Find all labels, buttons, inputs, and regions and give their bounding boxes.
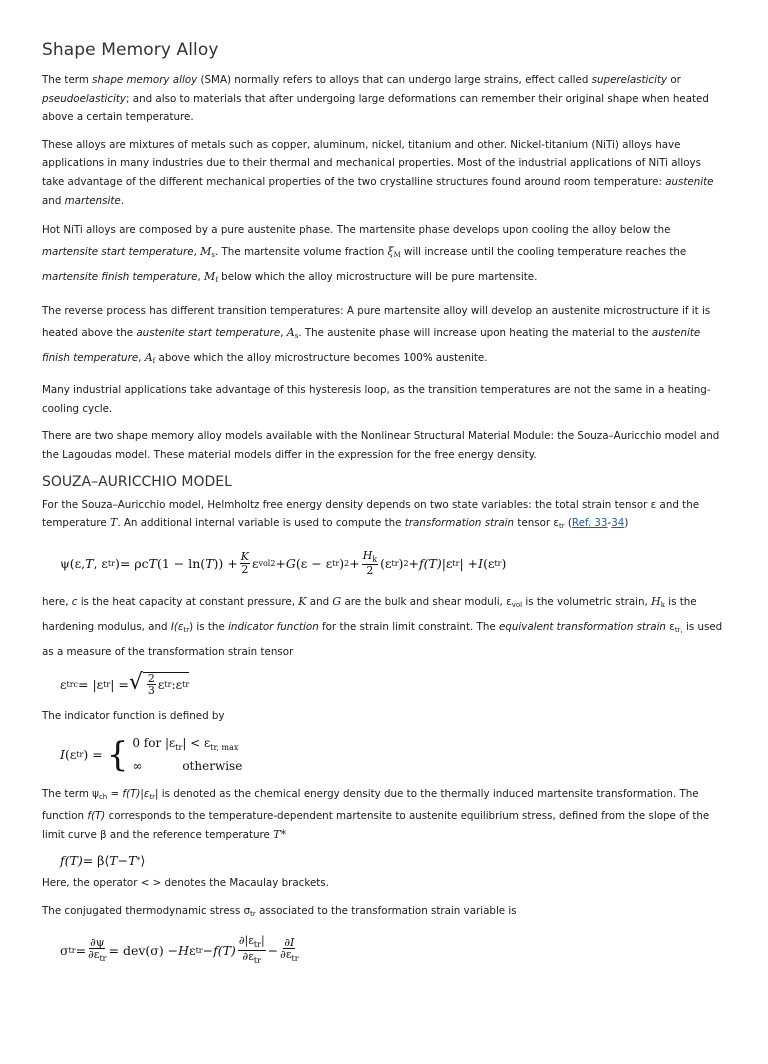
text: , (280, 327, 287, 340)
text: . The austenite phase will increase upon heating the material to the (298, 327, 652, 340)
text: (SMA) normally refers to alloys that can undergo large strains, effect called (197, 74, 592, 86)
text: . An additional internal variable is used to compute the (117, 517, 405, 530)
paragraph-intro (42, 71, 726, 127)
term-austenite: austenite (665, 175, 714, 188)
text: . (120, 194, 125, 207)
symbol-f-of-t: f(T) (87, 809, 106, 822)
paragraph-souza-intro (42, 496, 726, 536)
term-martensite: martensite (64, 194, 121, 207)
symbol-k: K (298, 594, 307, 608)
symbol-psi-ch: $\psi_{ch} = f(T)|\varepsilon_{tr}|$ (92, 788, 159, 802)
text: , (193, 246, 201, 259)
text: above which the alloy microstructure becomes 100% austenite. (155, 352, 488, 365)
symbol-c: c (71, 595, 78, 608)
term-austenite-start-temperature: austenite start temperature (136, 327, 281, 340)
term-shape-memory-alloy: shape memory alloy (92, 74, 198, 86)
text: The reverse process has different transition temperatures: A pure martensite alloy will develop an austenite microstructure if it is heated above the (42, 305, 711, 340)
term-martensite-start-temperature: martensite start temperature (42, 246, 194, 259)
text: and (306, 595, 333, 608)
text: will increase until the cooling temperature reaches the (400, 246, 687, 259)
text: ; and also to materials that after undergoing large deformations can remember their original shape when heated above a certain temperature. (42, 92, 709, 124)
symbol-g: G (332, 594, 342, 608)
symbol-xi-m: $\xi_M$ (387, 245, 401, 260)
paragraph-chemical-energy (42, 785, 726, 844)
text: associated to the transformation strain variable is (255, 904, 517, 917)
text: is the (193, 620, 229, 633)
text: Hot NiTi alloys are composed by a pure austenite phase. The martensite phase develops upon cooling the alloy below the (42, 224, 671, 237)
term-pseudoelasticity: pseudoelasticity (42, 92, 127, 105)
term-equivalent-transformation-strain: equivalent transformation strain (498, 620, 666, 633)
text: For the Souza–Auricchio model, Helmholtz free energy density depends on two state variables: the total strain tensor ε and the temperature (42, 498, 700, 530)
term-martensite-finish-temperature: martensite finish temperature (42, 271, 198, 284)
text: The term (42, 74, 93, 86)
text: are the bulk and shear moduli, (341, 595, 507, 608)
text: , (197, 271, 205, 284)
term-indicator-function: indicator function (228, 620, 319, 633)
symbol-indicator: $I(\varepsilon_{tr})$ (170, 620, 194, 634)
text: and (42, 194, 65, 207)
text: below which the alloy microstructure will be pure martensite. (217, 271, 538, 284)
paragraph-models: There are two shape memory alloy models available with the Nonlinear Structural Material Module: the Souza–Auricchio model and the Lagoudas model. These material models differ in the expression for the free energy density. (42, 430, 720, 461)
equation-conjugated-stress: σ tr = $\frac{\partial\psi}{\partial\varepsilon_{tr}}$ = dev(σ) − H ε tr − f(T) $\frac{\partial|\varepsilon_{tr}|}{\partial\varepsilon_{tr}}$ − $\frac{\partial I}{\partial\varepsilon_{tr}}$ (60, 934, 299, 965)
text: These alloys are mixtures of metals such as copper, aluminum, nickel, titanium and other. Nickel-titanium (NiTi) alloys have applications in many industries due to their thermal and mechanical properties. Most of the industrial applications of NiTi alloys take advantage of the different mechanical properties of the two crystalline structures found around room temperature: (42, 138, 702, 188)
text: here, (42, 595, 72, 608)
paragraph-conjugated-stress (42, 902, 726, 924)
text: is the heat capacity at constant pressure, (77, 595, 299, 608)
section-heading-souza-auricchio: SOUZA–AURICCHIO MODEL (42, 473, 232, 490)
page-title: Shape Memory Alloy (42, 40, 219, 60)
symbol-mf: $M_f$ (204, 270, 218, 285)
term-austenite-finish-temperature: austenite finish temperature (42, 327, 701, 365)
symbol-epsilon-tr: $\varepsilon_{tr}$ (553, 517, 565, 531)
text: for the strain limit constraint. The (318, 620, 499, 633)
paragraph-alloys (42, 136, 726, 210)
equation-free-energy: ψ(ε, T , ε tr ) = ρc T (1 − ln( T )) + $\frac{K}{2}$ ε vol 2 + G (ε − ε tr ) 2 + $\frac{H_k}{2}$ (ε tr ) 2 + f(T) |ε tr | + I (ε tr ) (60, 548, 507, 578)
text: tensor (514, 517, 554, 530)
text: - (607, 517, 612, 530)
text: is denoted as the chemical energy density due to the thermally induced martensite transformation. The function (42, 788, 699, 822)
term-superelasticity: superelasticity (591, 74, 668, 86)
paragraph-cooling (42, 219, 726, 291)
term-transformation-strain: transformation strain (404, 517, 515, 530)
text: . The martensite volume fraction (214, 246, 388, 259)
symbol-af: $A_f$ (144, 351, 156, 366)
paragraph-indicator: The indicator function is defined by (42, 709, 225, 722)
reference-link-33[interactable]: Ref. 33 (571, 517, 608, 530)
symbol-t: T (110, 516, 118, 530)
reference-link-34[interactable]: 34 (611, 517, 625, 530)
text: or (667, 74, 681, 86)
paragraph-hysteresis: Many industrial applications take advantage of this hysteresis loop, as the transition temperatures are not the same in a heating-cooling cycle. (42, 384, 711, 415)
paragraph-macaulay: Here, the operator < > denotes the Macaulay brackets. (42, 877, 329, 890)
paragraph-reverse-process (42, 300, 726, 372)
symbol-t-star: T* (273, 827, 286, 841)
text: The term (42, 788, 93, 801)
equation-indicator-function: I (ε tr ) = { 0 for $|\varepsilon_{tr}| < \varepsilon_{tr, max}$ ∞ otherwise (60, 734, 243, 775)
text: ( (564, 517, 572, 530)
text: is used as a measure of the transformation strain tensor (42, 620, 723, 658)
symbol-as: $A_s$ (286, 326, 299, 341)
symbol-epsilon-trc: $\varepsilon_{tr,}$ (669, 620, 683, 634)
text: is the hardening modulus, and (42, 595, 697, 633)
symbol-epsilon-vol: $\varepsilon_{vol}$ (506, 595, 523, 609)
text: The conjugated thermodynamic stress σ (42, 904, 251, 917)
symbol-ms: $M_s$ (200, 245, 215, 260)
text: , (138, 352, 145, 365)
text: ) (624, 517, 629, 530)
equation-f-of-t: f(T) = β⟨ T − T * ⟩ (60, 853, 146, 869)
document-page (0, 40, 768, 965)
text: tr (250, 909, 256, 918)
symbol-hk: $H_k$ (651, 594, 665, 609)
text: is the volumetric strain, (522, 595, 652, 608)
text: corresponds to the temperature-dependent martensite to austenite equilibrium stress, defined from the slope of the limit curve β and the reference temperature (42, 809, 710, 841)
paragraph-variables (42, 591, 726, 663)
equation-equivalent-strain: ε trc = |ε tr | = √ $\frac{2}{3}$ ε tr :ε tr (60, 669, 190, 698)
